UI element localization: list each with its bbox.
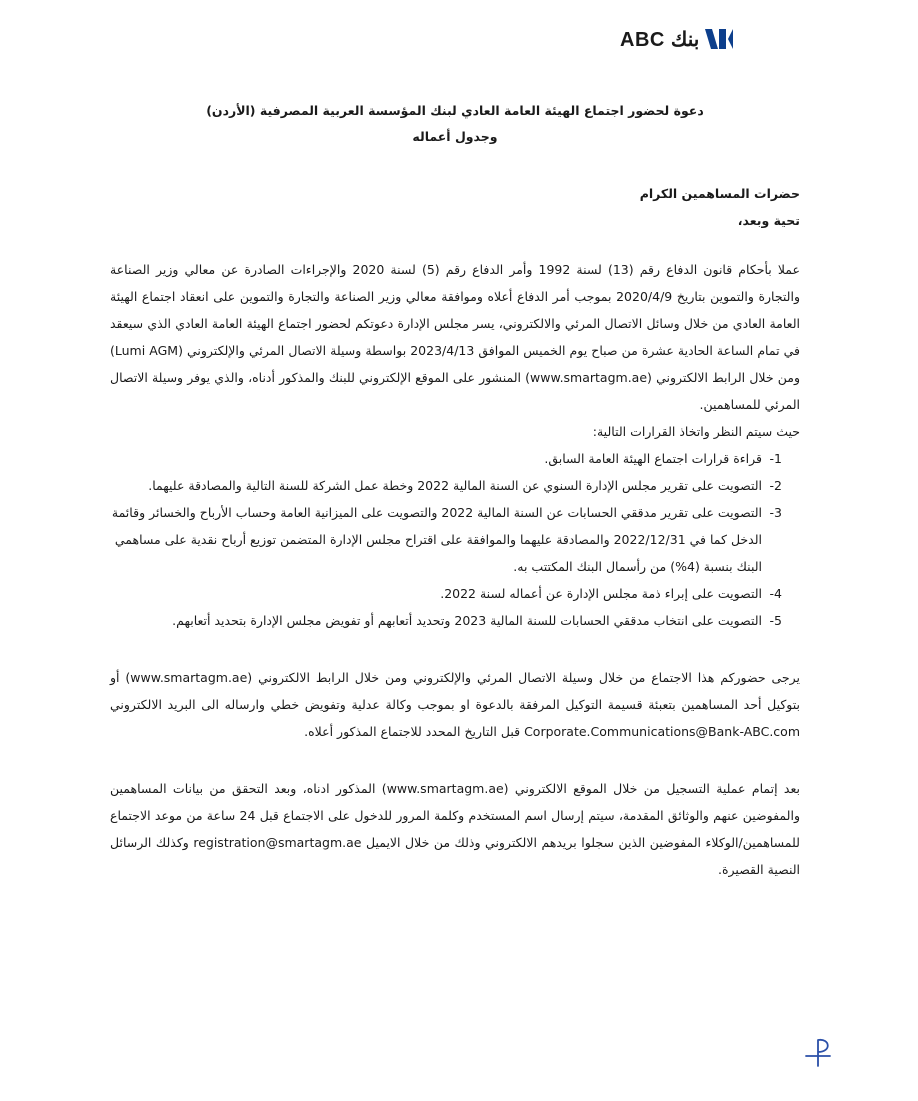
agenda-item: [110, 499, 782, 580]
agenda-item: [110, 445, 782, 472]
agenda-item-number: 4-: [769, 586, 782, 601]
bank-abc-logo-icon: [703, 25, 735, 53]
intro-paragraph: عملا بأحكام قانون الدفاع رقم (13) لسنة 1992 وأمر الدفاع رقم (5) لسنة 2020 والإجراءات الصادرة عن معالي وزير الصناعة والتجارة والتموين بتاريخ 2020/4/9 بموجب أمر الدفاع أعلاه وموافقة معالي وزير الصناعة والتجارة والتموين على انعقاد اجتماع الهيئة العامة العادي من خلال وسائل الاتصال المرئي والالكتروني، يسر مجلس الإدارة دعوتكم لحضور اجتماع الهيئة العامة العادي الذي سيعقد في تمام الساعة الحادية عشرة من صباح يوم الخميس الموافق 2023/4/13 بواسطة وسيلة الاتصال المرئي والإلكتروني (Lumi AGM) ومن خلال الرابط الالكتروني (www.smartagm.ae) المنشور على الموقع الإلكتروني للبنك والمذكور أدناه، والذي يوفر وسيلة الاتصال المرئي للمساهمين.: [110, 262, 801, 412]
handwritten-initial-mark: [800, 1032, 836, 1072]
salutation-greeting: تحية وبعد،: [737, 213, 800, 228]
document-title-line2: وجدول أعماله: [412, 129, 498, 144]
agenda-item-text: التصويت على انتخاب مدققي الحسابات للسنة المالية 2023 وتحديد أتعابهم أو تفويض مجلس الإدارة بتحديد أتعابهم.: [172, 613, 762, 628]
agenda-item: [110, 580, 782, 607]
agenda-item-text: التصويت على تقرير مجلس الإدارة السنوي عن السنة المالية 2022 وخطة عمل الشركة للسنة التالية والمصادقة عليهما.: [148, 478, 762, 493]
agenda-intro: حيث سيتم النظر واتخاذ القرارات التالية:: [592, 424, 800, 439]
agenda-item-text: التصويت على تقرير مدققي الحسابات عن السنة المالية 2022 والتصويت على الميزانية العامة وحساب الأرباح والخسائر وقائمة الدخل كما في 2022/12/31 والمصادقة عليهما والموافقة على اقتراح مجلس الإدارة المتضمن توزيع أرباح نقدية على مساهمي البنك بنسبة (4%) من رأسمال البنك المكتتب به.: [111, 505, 762, 574]
agenda-list: [110, 445, 800, 634]
document-title-line1: دعوة لحضور اجتماع الهيئة العامة العادي لبنك المؤسسة العربية المصرفية (الأردن): [206, 103, 704, 118]
attendance-paragraph: يرجى حضوركم هذا الاجتماع من خلال وسيلة الاتصال المرئي والإلكتروني ومن خلال الرابط الالكتروني (www.smartagm.ae) أو بتوكيل أحد المساهمين بتعبئة قسيمة التوكيل المرفقة بالدعوة او بموجب وكالة عدلية وتفويض خطي وارساله الى البريد الالكتروني Corporate.Communications@Bank-ABC.com قبل التاريخ المحدد للاجتماع المذكور أعلاه.: [110, 670, 801, 739]
registration-paragraph: بعد إتمام عملية التسجيل من خلال الموقع الالكتروني (www.smartagm.ae) المذكور ادناه، وبعد التحقق من بيانات المساهمين والمفوضين عنهم والوثائق المقدمة، سيتم إرسال اسم المستخدم وكلمة المرور للدخول على الاجتماع قبل 24 ساعة من موعد الاجتماع للمساهمين/الوكلاء المفوضين الذين سجلوا بريدهم الالكتروني وذلك من خلال الايميل registration@smartagm.ae وكذلك الرسائل النصية القصيرة.: [110, 781, 800, 877]
agenda-item-text: قراءة قرارات اجتماع الهيئة العامة السابق.: [544, 451, 762, 466]
agenda-item-number: 1-: [769, 451, 782, 466]
agenda-item-number: 2-: [769, 478, 782, 493]
agenda-item: [110, 472, 782, 499]
agenda-item-text: التصويت على إبراء ذمة مجلس الإدارة عن أعماله لسنة 2022.: [440, 586, 762, 601]
bank-logo: [620, 22, 760, 56]
logo-text: ABC بنك: [620, 28, 700, 51]
agenda-item: [110, 607, 782, 634]
agenda-item-number: 5-: [769, 613, 782, 628]
agenda-item-number: 3-: [769, 505, 782, 520]
document-body: [110, 98, 800, 883]
salutation-shareholders: حضرات المساهمين الكرام: [639, 186, 800, 201]
